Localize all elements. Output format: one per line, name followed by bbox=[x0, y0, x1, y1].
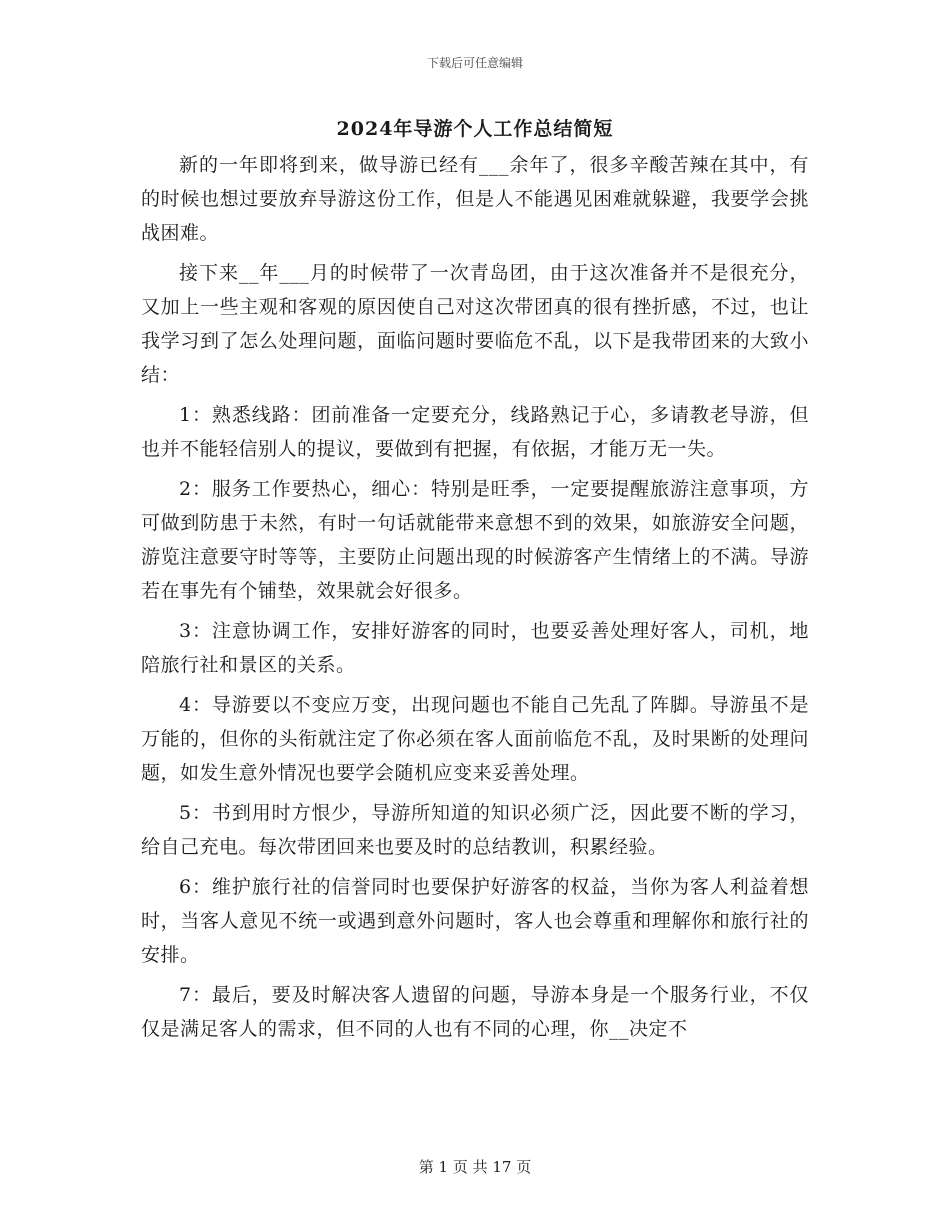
paragraph-item-4: 4：导游要以不变应万变，出现问题也不能自己先乱了阵脚。导游虽不是万能的，但你的头衔就注定了你必须在客人面前临危不乱，及时果断的处理问题，如发生意外情况也要学会随机应变来妥善处理。 bbox=[141, 694, 809, 784]
paragraph-item-7: 7：最后，要及时解决客人遗留的问题，导游本身是一个服务行业，不仅仅是满足客人的需求，但不同的人也有不同的心理，你__决定不 bbox=[141, 984, 809, 1040]
paragraph-item-6: 6：维护旅行社的信誉同时也要保护好游客的权益，当你为客人利益着想时，当客人意见不统一或遇到意外问题时，客人也会尊重和理解你和旅行社的安排。 bbox=[141, 876, 809, 966]
paragraph-intro: 新的一年即将到来，做导游已经有___余年了，很多辛酸苦辣在其中，有的时候也想过要放弃导游这份工作，但是人不能遇见困难就躲避，我要学会挑战困难。 bbox=[141, 154, 809, 244]
paragraph-item-5: 5：书到用时方恨少，导游所知道的知识必须广泛，因此要不断的学习，给自己充电。每次带团回来也要及时的总结教训，积累经验。 bbox=[141, 802, 809, 858]
paragraph-context: 接下来__年___月的时候带了一次青岛团，由于这次准备并不是很充分，又加上一些主观和客观的原因使自己对这次带团真的很有挫折感，不过，也让我学习到了怎么处理问题，面临问题时要临危不乱，以下是我带团来的大致小结： bbox=[141, 262, 809, 386]
document-body bbox=[141, 148, 809, 1052]
paragraph-item-2: 2：服务工作要热心，细心：特别是旺季，一定要提醒旅游注意事项，方可做到防患于未然，有时一句话就能带来意想不到的效果，如旅游安全问题，游览注意要守时等等，主要防止问题出现的时候游客产生情绪上的不满。导游若在事先有个铺垫，效果就会好很多。 bbox=[141, 478, 809, 602]
paragraph-item-3: 3：注意协调工作，安排好游客的同时，也要妥善处理好客人，司机，地陪旅行社和景区的关系。 bbox=[141, 620, 809, 676]
paragraph-item-1: 1：熟悉线路：团前准备一定要充分，线路熟记于心，多请教老导游，但也并不能轻信别人的提议，要做到有把握，有依据，才能万无一失。 bbox=[141, 404, 809, 460]
page-number: 第 1 页 共 17 页 bbox=[418, 1158, 532, 1176]
document-title: 2024年导游个人工作总结简短 bbox=[336, 118, 614, 140]
header-note: 下载后可任意编辑 bbox=[426, 56, 523, 70]
